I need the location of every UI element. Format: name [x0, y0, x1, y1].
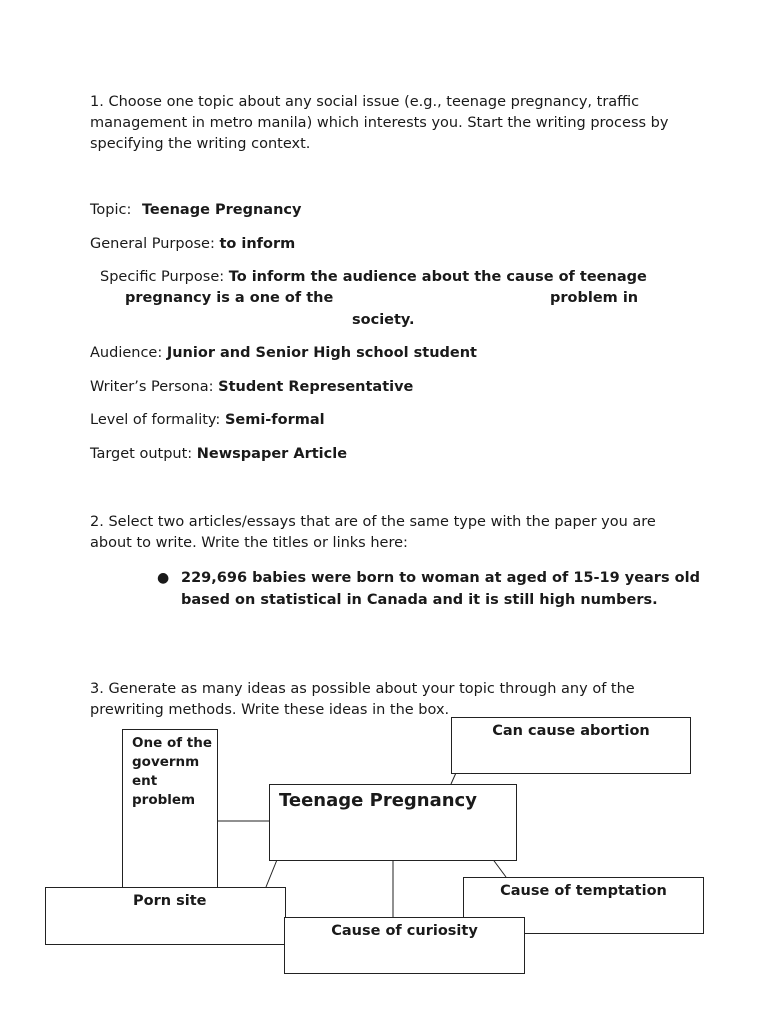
q3-prompt: 3. Generate as many ideas as possible about your topic through any of the prewriting methods. Write these ideas in the box.	[90, 681, 635, 718]
specific-purpose-line1: To inform the audience about the cause of teenage	[228, 269, 647, 285]
formality-value: Semi-formal	[224, 412, 325, 428]
persona-value: Student Representative	[218, 379, 414, 395]
idea-box-government: One of the governm ent problem	[122, 729, 218, 889]
audience-label: Audience:	[90, 345, 163, 361]
topic-value: Teenage Pregnancy	[141, 202, 302, 218]
audience-value: Junior and Senior High school student	[166, 345, 477, 361]
output-label: Target output:	[90, 446, 193, 462]
formality-label: Level of formality:	[90, 412, 221, 428]
q1-prompt: 1. Choose one topic about any social issue (e.g., teenage pregnancy, traffic management in metro manila) which interests you. Start the writing process by specifying the writing context.	[90, 94, 669, 152]
topic-label: Topic:	[90, 202, 132, 218]
output-value: Newspaper Article	[196, 446, 348, 462]
bullet-icon: ●	[157, 570, 170, 586]
specific-purpose-line2a: pregnancy is a one of the	[125, 290, 334, 306]
idea-box-curiosity: Cause of curiosity	[284, 917, 525, 974]
q2-prompt: 2. Select two articles/essays that are of the same type with the paper you are about to write. Write the titles or links here:	[90, 514, 656, 551]
idea-box-porn: Porn site	[45, 887, 286, 945]
idea-box-abortion: Can cause abortion	[451, 717, 691, 774]
specific-purpose-line3: society.	[352, 312, 415, 328]
general-purpose-value: to inform	[219, 236, 296, 252]
idea-box-center: Teenage Pregnancy	[269, 784, 517, 861]
article-bullet: 229,696 babies were born to woman at aged of 15-19 years old based on statistical in Canada and it is still high numbers.	[181, 570, 700, 608]
idea-box-temptation: Cause of temptation	[463, 877, 704, 934]
general-purpose-label: General Purpose:	[90, 236, 215, 252]
specific-purpose-line2b: problem in	[550, 290, 639, 306]
specific-purpose-label: Specific Purpose:	[100, 269, 225, 285]
persona-label: Writer’s Persona:	[90, 379, 214, 395]
